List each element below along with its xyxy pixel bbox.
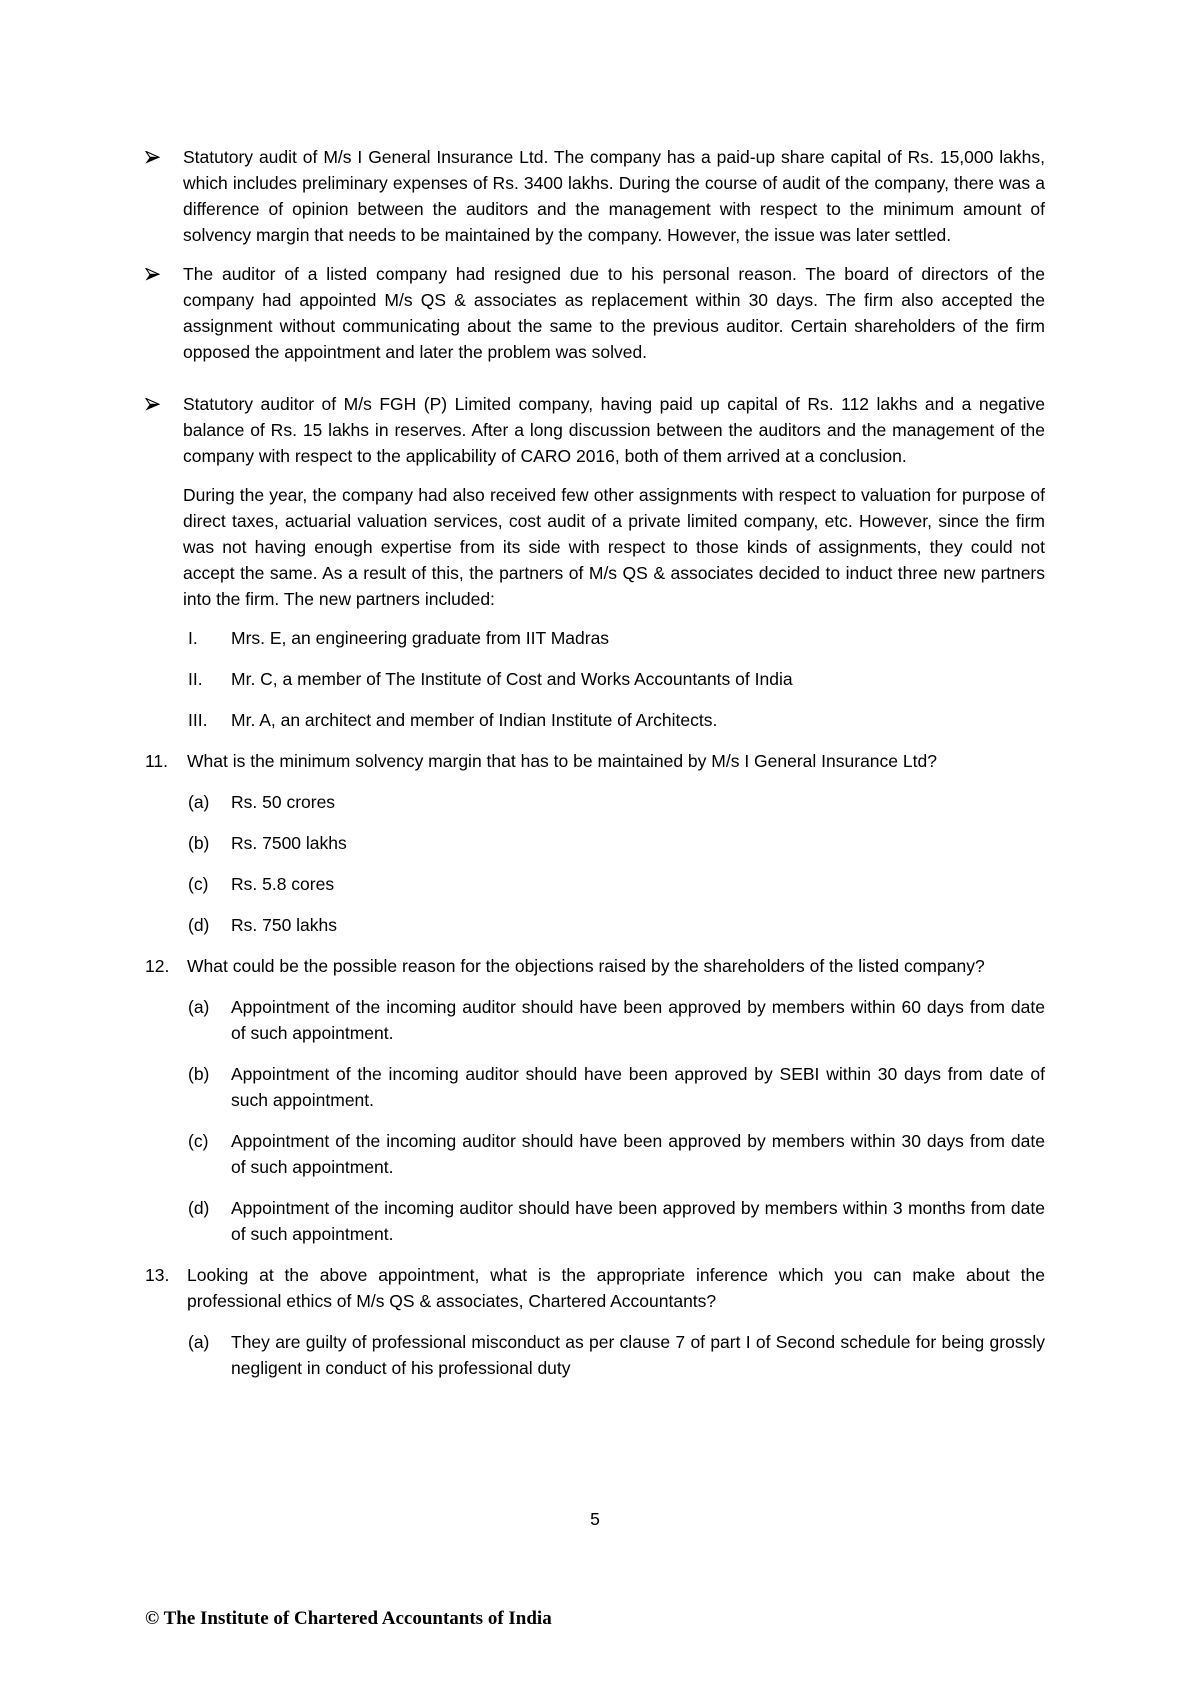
option-label: (b) xyxy=(188,833,210,853)
roman-text: Mr. C, a member of The Institute of Cost and Works Accountants of India xyxy=(231,669,793,689)
roman-text: Mrs. E, an engineering graduate from IIT Madras xyxy=(231,628,610,648)
bullet-text: The auditor of a listed company had resigned due to his personal reason. The board of directors of the company had appointed M/s QS & associates as replacement within 30 days. The firm also accepted the assignment without communicating about the same to the previous auditor. Certain shareholders of the firm opposed the appointment and later the problem was solved. xyxy=(183,264,1045,362)
roman-numeral: I. xyxy=(188,628,198,648)
question-12-option-d xyxy=(188,1195,1045,1247)
roman-item-2 xyxy=(188,666,1045,692)
roman-numeral: II. xyxy=(188,669,203,689)
option-label: (a) xyxy=(188,1332,210,1352)
question-11-option-d xyxy=(188,912,1045,938)
question-12-option-a xyxy=(188,994,1045,1046)
roman-item-1 xyxy=(188,625,1045,651)
question-11-option-b xyxy=(188,830,1045,856)
question-13-option-a xyxy=(188,1329,1045,1381)
roman-text: Mr. A, an architect and member of Indian Institute of Architects. xyxy=(231,710,718,730)
option-label: (d) xyxy=(188,915,210,935)
option-text: Appointment of the incoming auditor should have been approved by members within 3 months from date of such appointment. xyxy=(231,1198,1045,1244)
option-text: Rs. 750 lakhs xyxy=(231,915,338,935)
question-11-option-a xyxy=(188,789,1045,815)
question-number: 11. xyxy=(145,751,169,771)
arrow-bullet-icon xyxy=(145,144,183,164)
page-content xyxy=(145,144,1045,1396)
bullet-item-fgh-caro-case xyxy=(145,391,1045,469)
question-number: 12. xyxy=(145,956,170,976)
option-label: (c) xyxy=(188,1131,209,1151)
continuation-paragraph: During the year, the company had also received few other assignments with respect to valuation for purpose of direct taxes, actuarial valuation services, cost audit of a private limited company, etc. However, since the firm was not having enough expertise from its side with respect to those kinds of assignments, they could not accept the same. As a result of this, the partners of M/s QS & associates decided to induct three new partners into the firm. The new partners included: xyxy=(183,485,1045,609)
copyright-footer: © The Institute of Chartered Accountants of India xyxy=(145,1608,552,1629)
question-12-option-b xyxy=(188,1061,1045,1113)
question-12-option-c xyxy=(188,1128,1045,1180)
roman-item-3 xyxy=(188,707,1045,733)
question-11-option-c xyxy=(188,871,1045,897)
bullet-text: Statutory auditor of M/s FGH (P) Limited company, having paid up capital of Rs. 112 lakhs and a negative balance of Rs. 15 lakhs in reserves. After a long discussion between the auditors and the management of the company with respect to the applicability of CARO 2016, both of them arrived at a conclusion. xyxy=(183,394,1045,466)
option-text: Rs. 5.8 cores xyxy=(231,874,335,894)
arrow-bullet-icon xyxy=(145,391,183,411)
option-label: (d) xyxy=(188,1198,210,1218)
question-11 xyxy=(145,748,1045,774)
option-label: (a) xyxy=(188,792,210,812)
option-text: Appointment of the incoming auditor should have been approved by SEBI within 30 days from date of such appointment. xyxy=(231,1064,1045,1110)
question-text: What could be the possible reason for the objections raised by the shareholders of the listed company? xyxy=(187,956,985,976)
question-number: 13. xyxy=(145,1265,170,1285)
bullet-item-insurance-case xyxy=(145,144,1045,248)
question-13 xyxy=(145,1262,1045,1314)
option-text: Appointment of the incoming auditor should have been approved by members within 60 days from date of such appointment. xyxy=(231,997,1045,1043)
bullet-item-auditor-resigned-case xyxy=(145,261,1045,365)
option-text: They are guilty of professional misconduct as per clause 7 of part I of Second schedule for being grossly negligent in conduct of his professional duty xyxy=(231,1332,1045,1378)
option-label: (c) xyxy=(188,874,209,894)
roman-numeral: III. xyxy=(188,710,208,730)
arrow-bullet-icon xyxy=(145,261,183,281)
question-text: What is the minimum solvency margin that has to be maintained by M/s I General Insurance Ltd? xyxy=(187,751,937,771)
page-number: 5 xyxy=(590,1509,600,1529)
option-text: Rs. 50 crores xyxy=(231,792,336,812)
question-text: Looking at the above appointment, what is the appropriate inference which you can make about the professional ethics of M/s QS & associates, Chartered Accountants? xyxy=(187,1265,1045,1311)
option-text: Appointment of the incoming auditor should have been approved by members within 30 days from date of such appointment. xyxy=(231,1131,1045,1177)
bullet-text: Statutory audit of M/s I General Insurance Ltd. The company has a paid-up share capital of Rs. 15,000 lakhs, which includes preliminary expenses of Rs. 3400 lakhs. During the course of audit of the company, there was a difference of opinion between the auditors and the management with respect to the minimum amount of solvency margin that needs to be maintained by the company. However, the issue was later settled. xyxy=(183,147,1045,245)
question-12 xyxy=(145,953,1045,979)
option-text: Rs. 7500 lakhs xyxy=(231,833,347,853)
option-label: (b) xyxy=(188,1064,210,1084)
option-label: (a) xyxy=(188,997,210,1017)
